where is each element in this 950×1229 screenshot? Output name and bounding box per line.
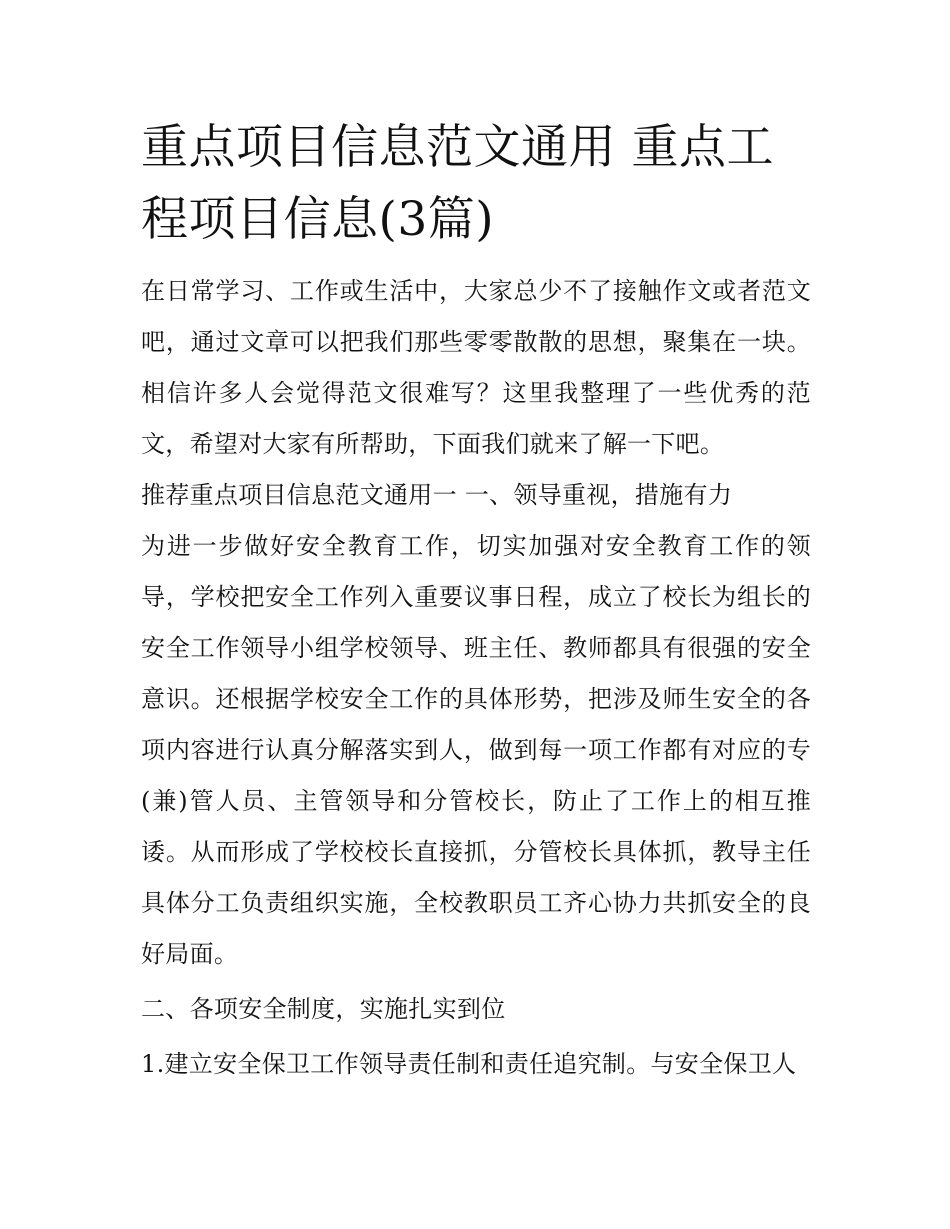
- section-2-heading: 二、各项安全制度，实施扎实到位: [141, 995, 506, 1023]
- intro-paragraph: 在日常学习、工作或生活中，大家总少不了接触作文或者范文吧，通过文章可以把我们那些零零散散的思想，聚集在一块。相信许多人会觉得范文很难写？这里我整理了一些优秀的范文，希望对大家有所帮助，下面我们就来了解一下吧。: [141, 277, 811, 458]
- section-1-body: 为进一步做好安全教育工作，切实加强对安全教育工作的领导，学校把安全工作列入重要议事日程，成立了校长为组长的安全工作领导小组学校领导、班主任、教师都具有很强的安全意识。还根据学校安全工作的具体形势，把涉及师生安全的各项内容进行认真分解落实到人，做到每一项工作都有对应的专(兼)管人员、主管领导和分管校长，防止了工作上的相互推诿。从而形成了学校校长直接抓，分管校长具体抓，教导主任具体分工负责组织实施，全校教职员工齐心协力共抓安全的良好局面。: [141, 532, 811, 968]
- section-1-heading: 推荐重点项目信息范文通用一 一、领导重视，措施有力: [141, 481, 733, 509]
- section-2-item-1: 1.建立安全保卫工作领导责任制和责任追究制。与安全保卫人: [141, 1050, 797, 1078]
- document-page: [141, 112, 811, 1090]
- document-title: 重点项目信息范文通用 重点工程项目信息(3篇): [141, 120, 774, 247]
